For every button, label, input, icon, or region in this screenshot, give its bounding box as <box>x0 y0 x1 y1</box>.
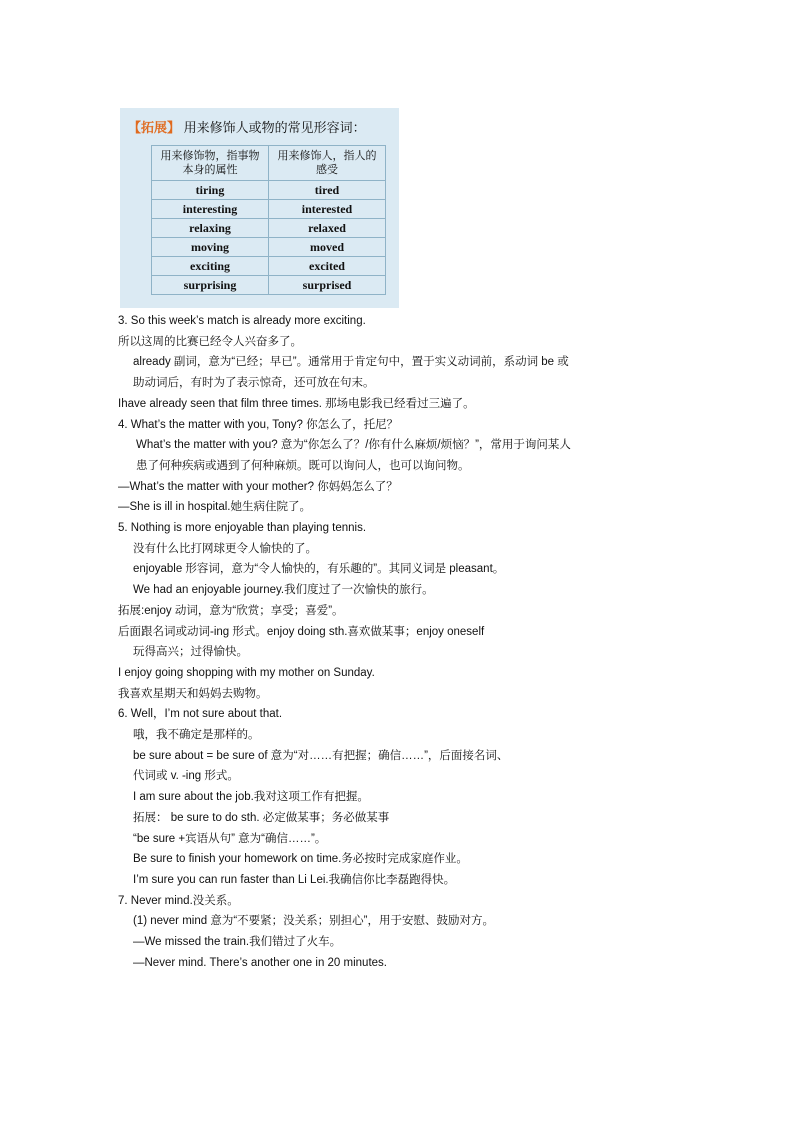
text-line: be sure about = be sure of 意为“对……有把握；确信……”，后面接名词、 <box>133 749 509 762</box>
text-line: 玩得高兴；过得愉快。 <box>133 646 248 659</box>
text-line: already 副词，意为“已经；早已”。通常用于肯定句中，置于实义动词前，系动词 be 或 <box>133 356 569 369</box>
text-line: 5. Nothing is more enjoyable than playing tennis. <box>118 522 367 534</box>
cell-ing: relaxing <box>152 219 269 238</box>
cell-ing: moving <box>152 238 269 257</box>
extension-heading: 用来修饰人或物的常见形容词： <box>183 120 366 135</box>
cell-ed: interested <box>269 200 386 219</box>
adjective-table <box>151 145 386 295</box>
text-line: We had an enjoyable journey.我们度过了一次愉快的旅行。 <box>133 584 434 597</box>
table-row <box>152 181 386 200</box>
cell-ing: surprising <box>152 276 269 295</box>
text-line: enjoyable 形容词，意为“令人愉快的，有乐趣的”。其同义词是 pleasant。 <box>133 563 505 576</box>
table-header-row <box>152 146 386 181</box>
text-line: 所以这周的比赛已经令人兴奋多了。 <box>118 335 302 348</box>
table-row <box>152 276 386 295</box>
cell-ed: moved <box>269 238 386 257</box>
cell-ed: tired <box>269 181 386 200</box>
extension-tag: 【拓展】 <box>128 120 181 135</box>
text-line: 哦，我不确定是那样的。 <box>133 729 260 741</box>
text-line: —Never mind. There’s another one in 20 minutes. <box>133 956 387 969</box>
extension-title <box>128 117 366 136</box>
text-line: 助动词后，有时为了表示惊奇，还可放在句末。 <box>133 377 375 390</box>
text-line: —She is ill in hospital.她生病住院了。 <box>118 501 311 514</box>
text-line: 我喜欢星期天和妈妈去购物。 <box>118 687 268 700</box>
cell-ing: interesting <box>152 200 269 219</box>
cell-ing: exciting <box>152 257 269 276</box>
text-line: 代词或 v. -ing 形式。 <box>133 770 239 783</box>
text-line: 3. So this week’s match is already more exciting. <box>118 315 366 327</box>
table-row <box>152 200 386 219</box>
text-line: Be sure to finish your homework on time.务必按时完成家庭作业。 <box>133 853 468 866</box>
table-row <box>152 219 386 238</box>
extension-box <box>120 108 399 308</box>
cell-ed: surprised <box>269 276 386 295</box>
text-line: 拓展:enjoy 动词，意为“欣赏；享受；喜爱”。 <box>118 604 344 617</box>
table-row <box>152 238 386 257</box>
header-people: 用来修饰人，指人的 感受 <box>269 146 386 181</box>
cell-ed: excited <box>269 257 386 276</box>
text-line: 6. Well，I’m not sure about that. <box>118 708 283 721</box>
text-line: “be sure +宾语从句” 意为“确信……”。 <box>133 832 327 845</box>
text-line: 4. What’s the matter with you, Tony? 你怎么了，托尼？ <box>118 418 399 431</box>
text-line: What’s the matter with you? 意为“你怎么了？/你有什么麻烦/烦恼？”，常用于询问某人 <box>136 439 571 452</box>
text-line: —We missed the train.我们错过了火车。 <box>133 936 342 948</box>
header-things: 用来修饰物，指事物 本身的属性 <box>152 146 269 181</box>
text-line: I enjoy going shopping with my mother on Sunday. <box>118 666 375 679</box>
text-line: —What’s the matter with your mother? 你妈妈怎么了？ <box>118 480 398 493</box>
table-row <box>152 257 386 276</box>
text-line: 没有什么比打网球更令人愉快的了。 <box>133 542 317 555</box>
text-line: Ihave already seen that film three times. 那场电影我已经看过三遍了。 <box>118 397 475 410</box>
text-line: 后面跟名词或动词-ing 形式。enjoy doing sth.喜欢做某事；enjoy oneself <box>118 625 485 638</box>
text-line: (1) never mind 意为“不要紧；没关系；别担心”，用于安慰、鼓励对方。 <box>133 915 494 928</box>
text-line: 7. Never mind.没关系。 <box>118 894 239 907</box>
text-line: 患了何种疾病或遇到了何种麻烦。既可以询问人，也可以询问物。 <box>136 459 470 472</box>
cell-ed: relaxed <box>269 219 386 238</box>
text-line: 拓展： be sure to do sth. 必定做某事；务必做某事 <box>133 811 390 824</box>
cell-ing: tiring <box>152 181 269 200</box>
text-line: I am sure about the job.我对这项工作有把握。 <box>133 791 369 804</box>
text-line: I’m sure you can run faster than Li Lei.我确信你比李磊跑得快。 <box>133 873 456 886</box>
